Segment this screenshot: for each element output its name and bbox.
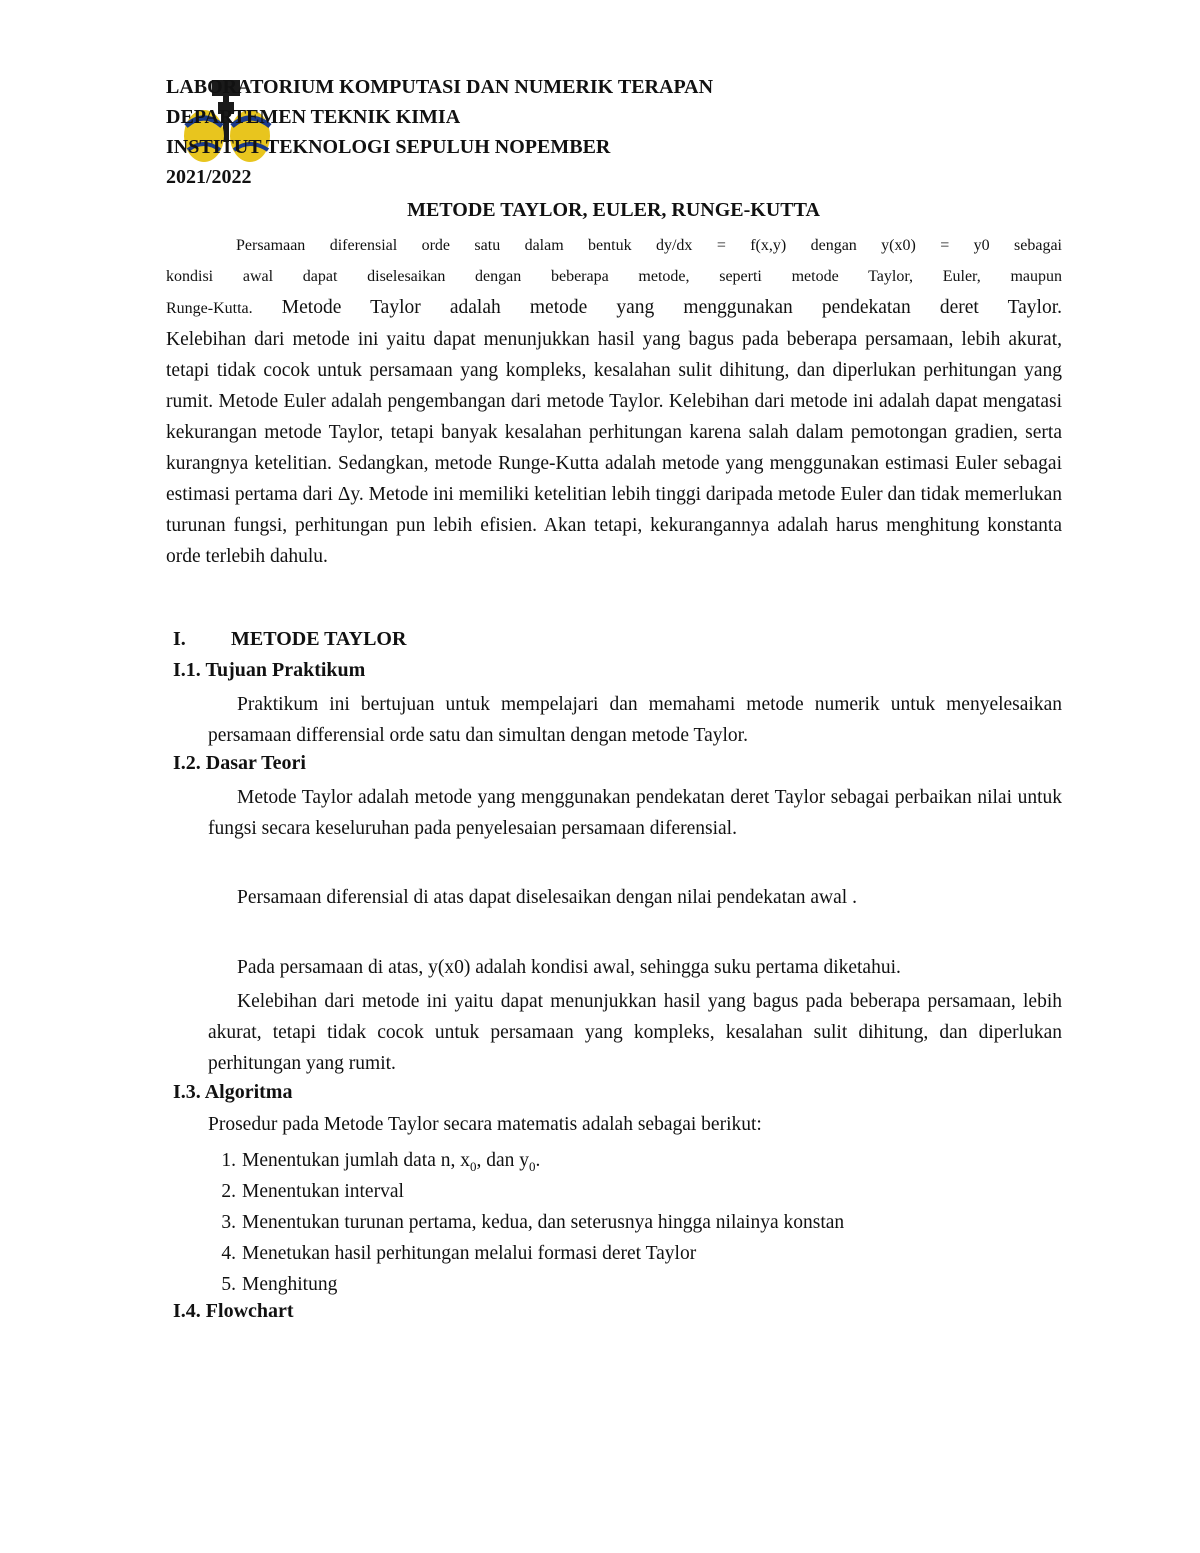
list-item	[166, 1269, 844, 1300]
section-1-title: METODE TAYLOR	[231, 628, 407, 650]
subsection-1-2-text-3: Pada persamaan di atas, y(x0) adalah kondisi awal, sehingga suku pertama diketahui.	[237, 957, 901, 978]
list-item-text: Menetukan hasil perhitungan melalui formasi deret Taylor	[242, 1243, 697, 1264]
intro-line-3a: Runge-Kutta.	[166, 300, 253, 317]
subsection-1-2-title: Dasar Teori	[205, 752, 306, 774]
list-item-text: Menentukan turunan pertama, kedua, dan seterusnya hingga nilainya konstan	[242, 1212, 845, 1233]
list-item-text: Menghitung	[242, 1274, 338, 1295]
list-item-number: 2.	[221, 1181, 236, 1202]
list-item-number: 5.	[221, 1274, 236, 1295]
header-lab: LABORATORIUM KOMPUTASI DAN NUMERIK TERAPAN	[166, 76, 714, 98]
list-item	[166, 1145, 844, 1176]
subsection-1-2-number: I.2.	[173, 752, 201, 774]
subsection-1-4-heading	[173, 1300, 294, 1323]
section-1-heading	[173, 628, 406, 651]
header-institute: INSTITUT TEKNOLOGI SEPULUH NOPEMBER	[166, 136, 611, 158]
list-item-number: 4.	[221, 1243, 236, 1264]
algorithm-steps-list	[166, 1145, 844, 1300]
subsection-1-2-text-4: Kelebihan dari metode ini yaitu dapat menunjukkan hasil yang bagus pada beberapa persamaan, lebih akurat, tetapi tidak cocok untuk persamaan yang kompleks, kesalahan sulit dihitung, dan diperlukan perhitungan yang rumit.	[208, 991, 1062, 1074]
list-item-text: Menentukan interval	[242, 1181, 404, 1202]
subsection-1-3-number: I.3.	[173, 1081, 201, 1103]
document-title: METODE TAYLOR, EULER, RUNGE-KUTTA	[407, 199, 820, 221]
subsection-1-2-heading	[173, 752, 306, 775]
subsection-1-2-text-2: Persamaan diferensial di atas dapat diselesaikan dengan nilai pendekatan awal .	[237, 887, 857, 908]
intro-line-1: Persamaan diferensial orde satu dalam bentuk dy/dx = f(x,y) dengan y(x0) = y0 sebagai	[236, 237, 1062, 254]
subsection-1-4-number: I.4.	[173, 1300, 201, 1322]
subsection-1-1-text: Praktikum ini bertujuan untuk mempelajari dan memahami metode numerik untuk menyelesaikan persamaan differensial orde satu dan simultan dengan metode Taylor.	[208, 694, 1062, 746]
subsection-1-3-title: Algoritma	[204, 1081, 293, 1103]
subsection-1-1-number: I.1.	[173, 659, 201, 681]
subsection-1-2-text-1: Metode Taylor adalah metode yang menggunakan pendekatan deret Taylor sebagai perbaikan nilai untuk fungsi secara keseluruhan pada penyelesaian persamaan diferensial.	[208, 787, 1062, 839]
list-item	[166, 1207, 844, 1238]
list-item-number: 1.	[221, 1150, 236, 1171]
subsection-1-1-heading	[173, 659, 365, 682]
subsection-1-3-text: Prosedur pada Metode Taylor secara matematis adalah sebagai berikut:	[208, 1114, 762, 1135]
header-department: DEPARTEMEN TEKNIK KIMIA	[166, 106, 461, 128]
subsection-1-1-title: Tujuan Praktikum	[205, 659, 366, 681]
section-1-number: I.	[173, 628, 186, 650]
intro-line-3	[166, 292, 1062, 324]
intro-line-2: kondisi awal dapat diselesaikan dengan beberapa metode, seperti metode Taylor, Euler, maupun	[166, 268, 1062, 285]
intro-line-3b: Metode Taylor adalah metode yang menggunakan pendekatan deret Taylor.	[281, 297, 1062, 318]
subsection-1-3-heading	[173, 1081, 292, 1104]
header-year: 2021/2022	[166, 166, 252, 188]
list-item-number: 3.	[221, 1212, 236, 1233]
list-item	[166, 1176, 844, 1207]
list-item	[166, 1238, 844, 1269]
subsection-1-4-title: Flowchart	[205, 1300, 294, 1322]
intro-rest: Kelebihan dari metode ini yaitu dapat menunjukkan hasil yang bagus pada beberapa persamaan, lebih akurat, tetapi tidak cocok untuk persamaan yang kompleks, kesalahan sulit dihitung, dan diperlukan perhitungan yang rumit. Metode Euler adalah pengembangan dari metode Taylor. Kelebihan dari metode ini adalah dapat mengatasi kekurangan metode Taylor, tetapi banyak kesalahan perhitungan karena salah dalam pemotongan gradien, serta kurangnya ketelitian. Sedangkan, metode Runge-Kutta adalah metode yang menggunakan estimasi Euler sebagai estimasi pertama dari Δy. Metode ini memiliki ketelitian lebih tinggi daripada metode Euler dan tidak memerlukan turunan fungsi, perhitungan pun lebih efisien. Akan tetapi, kekurangannya adalah harus menghitung konstanta orde terlebih dahulu.	[166, 329, 1062, 567]
intro-paragraph	[166, 230, 1062, 572]
list-item-text: Menentukan jumlah data n, $x_0$, dan $y_0$.	[242, 1150, 541, 1174]
document-header	[166, 72, 1066, 192]
